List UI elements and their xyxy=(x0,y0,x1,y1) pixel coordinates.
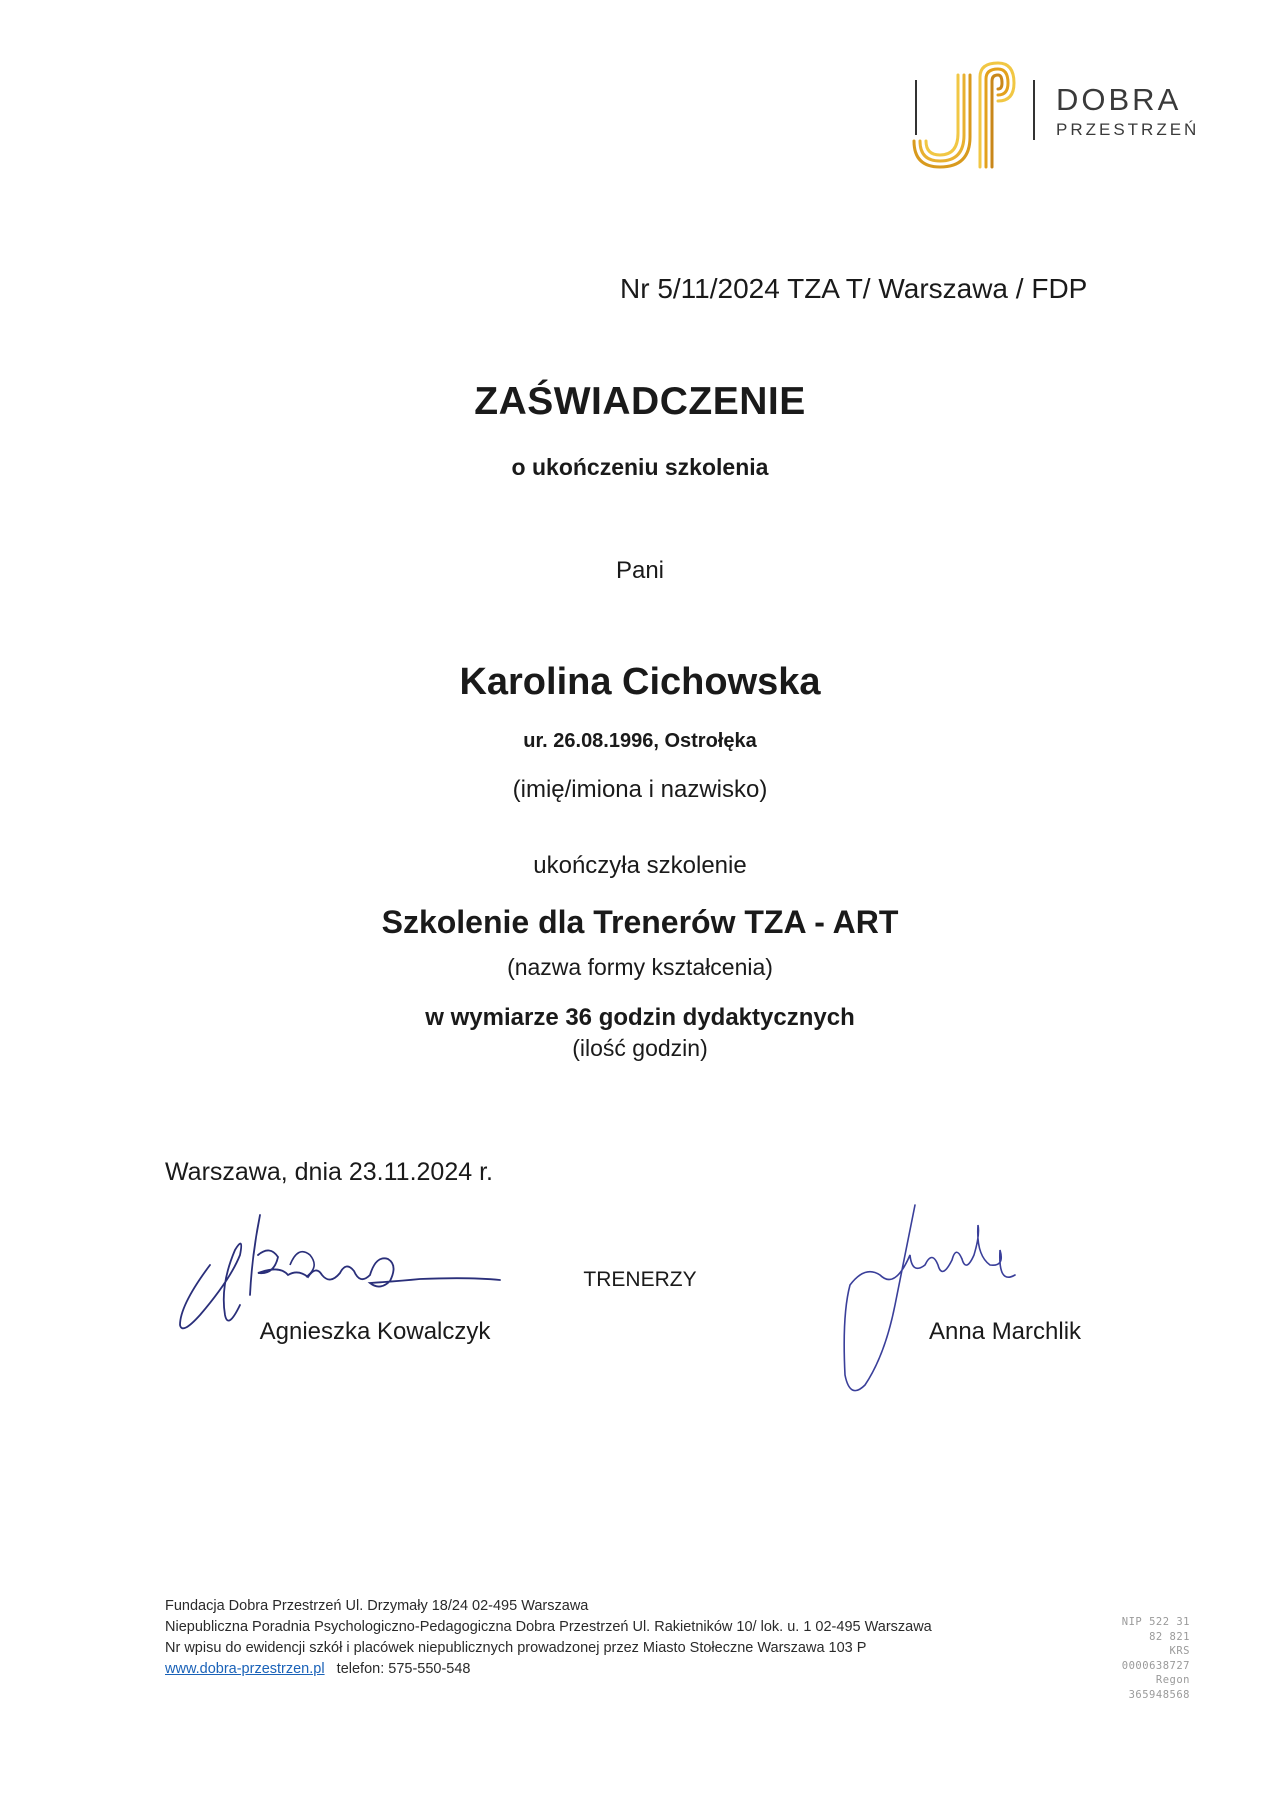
stamp-line: NIP 522 31 xyxy=(1121,1616,1190,1628)
signature-anna-marchlik xyxy=(840,1195,1040,1405)
document-subtitle: o ukończeniu szkolenia xyxy=(511,454,769,480)
footer-contact xyxy=(165,1659,932,1680)
footer-line-foundation: Fundacja Dobra Przestrzeń Ul. Drzymały 18/24 02-495 Warszawa xyxy=(165,1598,589,1614)
recipient-birth: ur. 26.08.1996, Ostrołęka xyxy=(523,730,757,752)
logo-text-dobra: DOBRA xyxy=(1056,82,1182,117)
footer-line-clinic: Niepubliczna Poradnia Psychologiczno-Pedagogiczna Dobra Przestrzeń Ul. Rakietników 10/ lok. u. 1 02-495 Warszawa xyxy=(165,1619,932,1635)
logo-text-przestrzen: PRZESTRZEŃ xyxy=(1056,120,1200,139)
place-and-date: Warszawa, dnia 23.11.2024 r. xyxy=(165,1158,493,1186)
stamp-line: Regon xyxy=(1155,1674,1190,1686)
footer xyxy=(165,1596,932,1680)
company-stamp xyxy=(1080,1615,1190,1702)
salutation: Pani xyxy=(615,557,665,584)
course-caption: (nazwa formy kształcenia) xyxy=(507,954,773,980)
hours-caption: (ilość godzin) xyxy=(572,1035,708,1061)
recipient-name: Karolina Cichowska xyxy=(459,661,821,703)
trainer-name-1: Agnieszka Kowalczyk xyxy=(259,1318,491,1345)
stamp-line: KRS xyxy=(1169,1645,1190,1657)
document-title: ZAŚWIADCZENIE xyxy=(474,380,806,423)
trainers-label: TRENERZY xyxy=(583,1268,697,1291)
stamp-line: 82 821 xyxy=(1149,1630,1190,1643)
stamp-line: 0000638727 xyxy=(1121,1659,1190,1672)
document-number: Nr 5/11/2024 TZA T/ Warszawa / FDP xyxy=(620,273,1088,304)
phone-number: telefon: 575-550-548 xyxy=(336,1661,471,1677)
course-name: Szkolenie dla Trenerów TZA - ART xyxy=(381,904,899,940)
recipient-caption: (imię/imiona i nazwisko) xyxy=(512,776,768,803)
course-hours: w wymiarze 36 godzin dydaktycznych xyxy=(425,1004,855,1031)
trainer-name-2: Anna Marchlik xyxy=(928,1318,1082,1345)
completed-text: ukończyła szkolenie xyxy=(533,852,747,879)
footer-line-registry: Nr wpisu do ewidencji szkół i placówek niepublicznych prowadzonej przez Miasto Stołeczne Warszawa 103 P xyxy=(165,1640,867,1656)
stamp-line: 365948568 xyxy=(1128,1688,1190,1701)
website-link[interactable]: www.dobra-przestrzen.pl xyxy=(165,1661,325,1677)
